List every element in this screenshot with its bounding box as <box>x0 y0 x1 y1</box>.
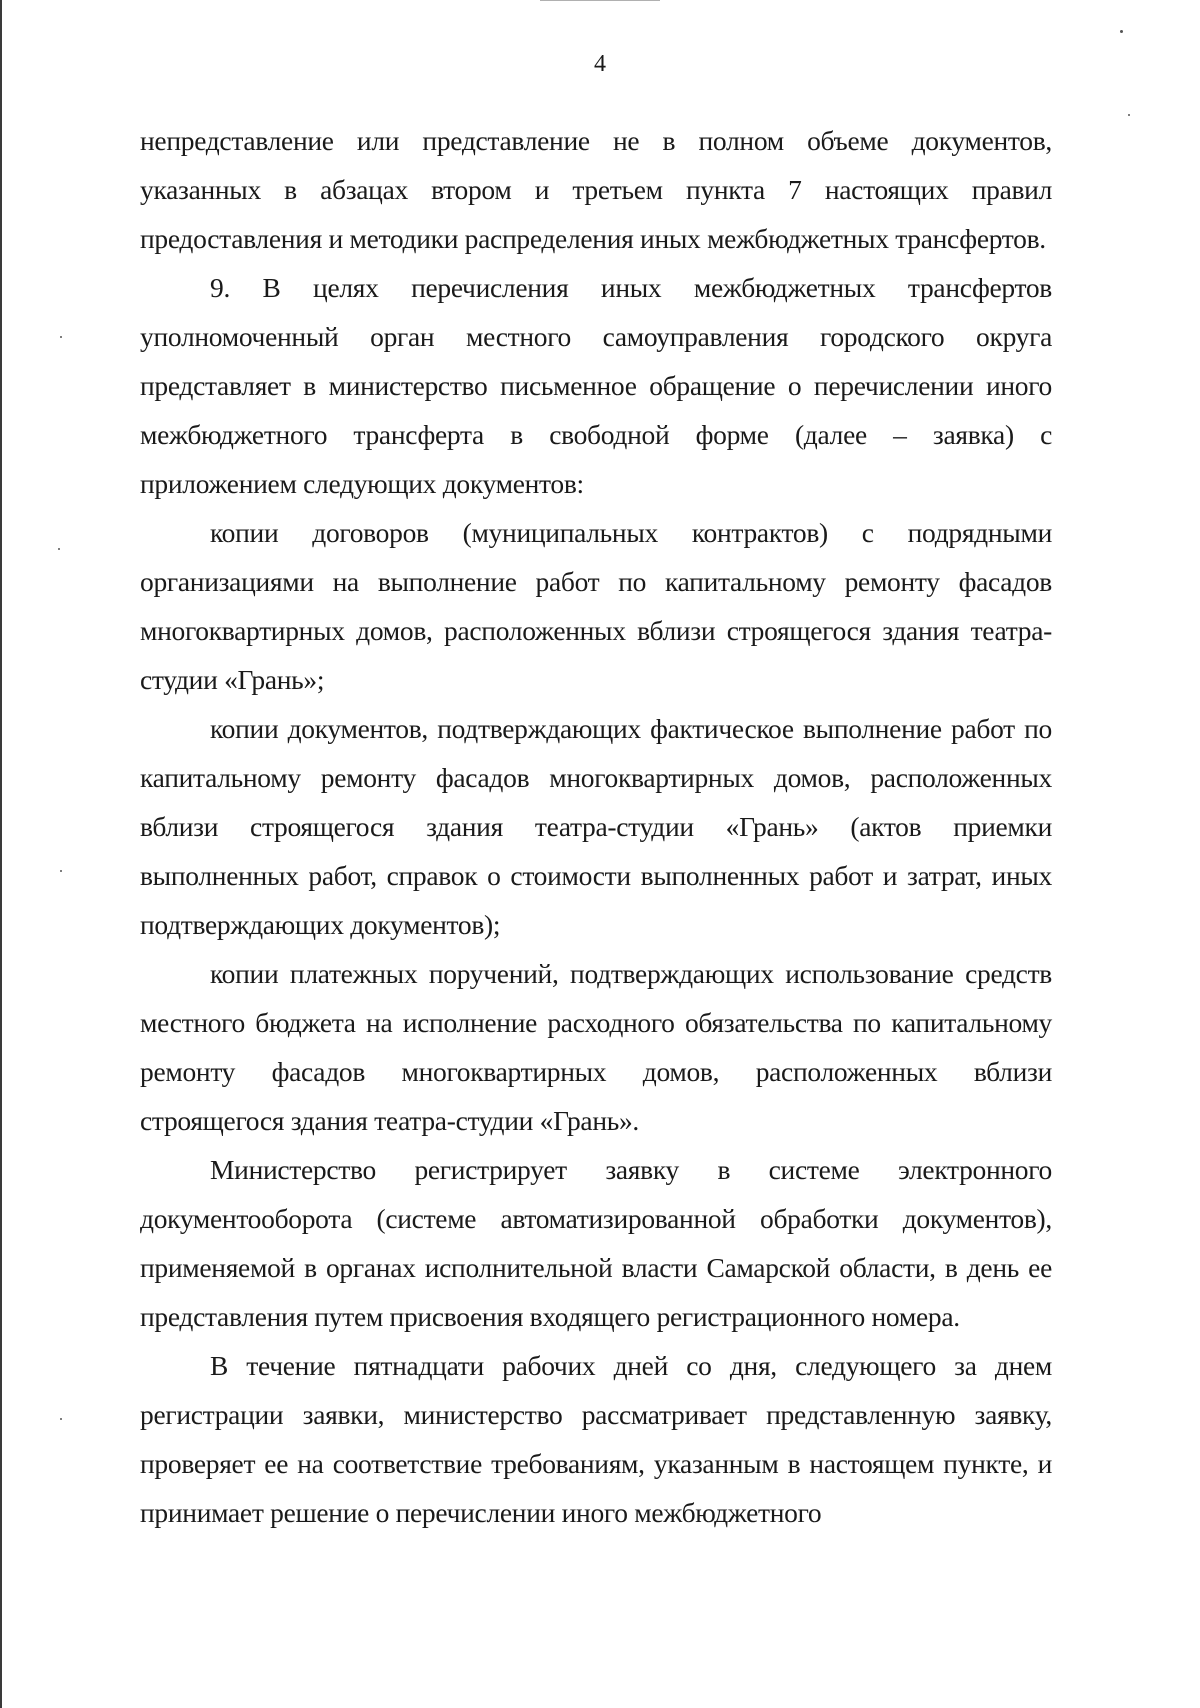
paragraph-item-9: 9. В целях перечисления иных межбюджетных трансфертов уполномоченный орган местного самоуправления городского округа представляет в министерство письменное обращение о перечислении иного межбюджетного трансферта в свободной форме (далее – заявка) с приложением следующих документов: <box>140 272 1052 499</box>
scan-speck <box>1128 114 1130 116</box>
scan-speck <box>1120 30 1123 33</box>
scan-speck <box>60 336 62 338</box>
scan-speck <box>60 870 62 872</box>
paragraph-review-period: В течение пятнадцати рабочих дней со дня, следующего за днем регистрации заявки, министерство рассматривает представленную заявку, проверяет ее на соответствие требованиям, указанным в настоящем пункте, и принимает решение о перечислении иного межбюджетного <box>140 1350 1052 1528</box>
scan-edge-top <box>540 0 660 1</box>
document-body <box>140 116 1052 1537</box>
scan-edge-left <box>0 0 2 1708</box>
paragraph-registration: Министерство регистрирует заявку в системе электронного документооборота (системе автоматизированной обработки документов), применяемой в органах исполнительной власти Самарской области, в день ее представления путем присвоения входящего регистрационного номера. <box>140 1154 1052 1332</box>
paragraph-payment-orders-copies: копии платежных поручений, подтверждающих использование средств местного бюджета на исполнение расходного обязательства по капитальному ремонту фасадов многоквартирных домов, расположенных вблизи строящегося здания театра-студии «Грань». <box>140 958 1052 1136</box>
paragraph-work-documents-copies: копии документов, подтверждающих фактическое выполнение работ по капитальному ремонту фасадов многоквартирных домов, расположенных вблизи строящегося здания театра-студии «Грань» (актов приемки выполненных работ, справок о стоимости выполненных работ и затрат, иных подтверждающих документов); <box>140 713 1052 940</box>
scan-speck <box>60 1418 62 1420</box>
page-number: 4 <box>594 51 606 77</box>
scan-speck <box>58 548 60 550</box>
paragraph-continued: непредставление или представление не в полном объеме документов, указанных в абзацах втором и третьем пункта 7 настоящих правил предоставления и методики распределения иных межбюджетных трансфертов. <box>140 125 1052 254</box>
paragraph-contracts-copies: копии договоров (муниципальных контрактов) с подрядными организациями на выполнение работ по капитальному ремонту фасадов многоквартирных домов, расположенных вблизи строящегося здания театра-студии «Грань»; <box>140 517 1052 695</box>
